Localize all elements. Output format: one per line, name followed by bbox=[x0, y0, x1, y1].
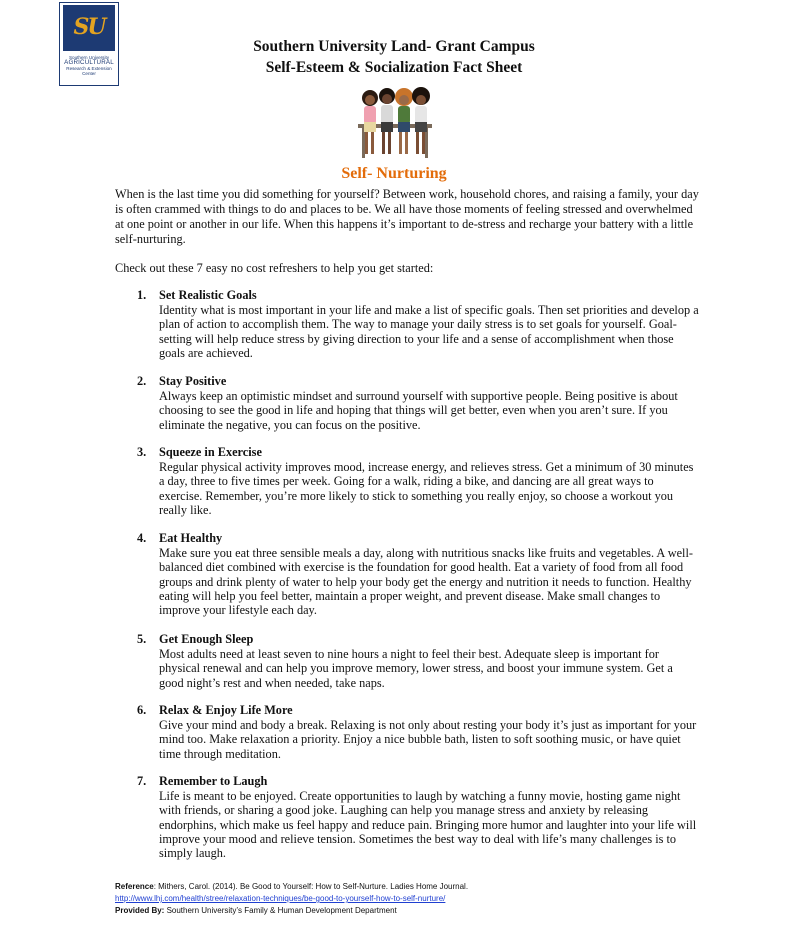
item-title: Get Enough Sleep bbox=[159, 632, 254, 646]
item-number: 6. bbox=[137, 703, 147, 717]
section-heading: Self- Nurturing bbox=[341, 165, 447, 182]
list-item-5 bbox=[115, 632, 700, 690]
logo-wordmark bbox=[60, 55, 118, 77]
item-body: Identity what is most important in your life and make a list of specific goals. Then set priorities and develop a plan of action to accomplish them. The way to manage your daily stress is to set goals for yourself. Goal-setting will help reduce stress by giving direction to your life and a sense of accomplishment when those goals are achieved. bbox=[159, 303, 699, 360]
reference-line bbox=[115, 882, 715, 892]
item-number: 2. bbox=[137, 374, 147, 388]
item-title: Eat Healthy bbox=[159, 531, 223, 545]
list-intro: Check out these 7 easy no cost refreshers to help you get started: bbox=[115, 261, 434, 275]
provided-by-line bbox=[115, 906, 715, 916]
item-number: 5. bbox=[137, 632, 147, 646]
item-body: Regular physical activity improves mood, increase energy, and relieves stress. Get a minimum of 30 minutes a day, three to five times per week. Going for a walk, riding a bike, and dancing are all great ways to exercise. Remember, you’re more likely to stick to something you really enjoy, so choose a workout you really like. bbox=[159, 460, 694, 517]
list-item-7 bbox=[115, 774, 700, 860]
list-item-2 bbox=[115, 374, 700, 432]
item-title: Relax & Enjoy Life More bbox=[159, 703, 293, 717]
logo-monogram: SU bbox=[73, 14, 105, 40]
item-title: Remember to Laugh bbox=[159, 774, 268, 788]
logo-emblem bbox=[63, 5, 115, 51]
logo-line3: Research & Extension bbox=[66, 65, 112, 71]
list-item-6 bbox=[115, 703, 700, 761]
item-body: Make sure you eat three sensible meals a day, along with nutritious snacks like fruits and vegetables. A well-balanced diet combined with exercise is the foundation for good health. Eat a variety of food from all food groups and drink plenty of water to help your body get the energy and nutrition it needs to function. Healthy eating will help you feel better, maintain a proper weight, and prevent disease. Make small changes to improve your lifestyle each day. bbox=[159, 546, 693, 618]
item-title: Stay Positive bbox=[159, 374, 227, 388]
list-item-1 bbox=[115, 288, 700, 360]
page-subtitle: Self-Esteem & Socialization Fact Sheet bbox=[265, 59, 523, 76]
reference-label: Reference bbox=[115, 882, 154, 891]
item-number: 1. bbox=[137, 288, 147, 302]
logo-line1: Southern University bbox=[68, 55, 110, 60]
logo-line2: AGRICULTURAL bbox=[64, 59, 114, 67]
list-item-3 bbox=[115, 445, 700, 517]
provided-by-label: Provided By: bbox=[115, 906, 165, 915]
item-body: Give your mind and body a break. Relaxing is not only about resting your body it’s just as important for your mind too. Make relaxation a priority. Enjoy a nice bubble bath, listen to soft soothing music, or have quiet time through meditation. bbox=[159, 718, 697, 761]
item-body: Life is meant to be enjoyed. Create opportunities to laugh by watching a funny movie, hosting game night with friends, or sharing a good joke. Laughing can help you manage stress and anxiety by releasing endorphins, which make us feel happy and reduce pain. Bringing more humor and laughter into your life will improve your mood and relieve tension. Sometimes the best way to deal with life’s many challenges is to simply laugh. bbox=[159, 789, 697, 861]
women-on-bench-illustration bbox=[352, 84, 438, 164]
item-number: 4. bbox=[137, 531, 147, 545]
reference-link[interactable]: http://www.lhj.com/health/stree/relaxation-techniques/be-good-to-yourself-how-to-self-nurture/ bbox=[115, 894, 446, 903]
university-logo bbox=[59, 2, 119, 86]
item-body: Always keep an optimistic mindset and surround yourself with supportive people. Being positive is about choosing to see the good in life and hoping that things will get better, even when you aren’t sure. If you eliminate the negative, you can focus on the positive. bbox=[159, 389, 678, 432]
item-title: Squeeze in Exercise bbox=[159, 445, 262, 459]
reference-text: : Mithers, Carol. (2014). Be Good to Yourself: How to Self-Nurture. Ladies Home Journal. bbox=[153, 882, 469, 891]
logo-line4: Center bbox=[82, 71, 96, 77]
item-number: 3. bbox=[137, 445, 147, 459]
item-number: 7. bbox=[137, 774, 147, 788]
reference-url-line bbox=[115, 894, 715, 904]
intro-paragraph: When is the last time you did something for yourself? Between work, household chores, and raising a family, your day is often crammed with things to do and places to be. We all have those moments of feeling stressed and overwhelmed at one point or another in our life. When this happens it’s important to de-stress and recharge your battery with a little self-nurturing. bbox=[115, 187, 699, 246]
item-body: Most adults need at least seven to nine hours a night to feel their best. Adequate sleep is important for physical renewal and can help you improve memory, lower stress, and boost your immune system. Get a good night’s rest and when needed, take naps. bbox=[159, 647, 673, 690]
item-title: Set Realistic Goals bbox=[159, 288, 257, 302]
provided-by-text: Southern University’s Family & Human Development Department bbox=[164, 906, 397, 915]
page-title: Southern University Land- Grant Campus bbox=[253, 38, 535, 55]
list-item-4 bbox=[115, 531, 700, 617]
